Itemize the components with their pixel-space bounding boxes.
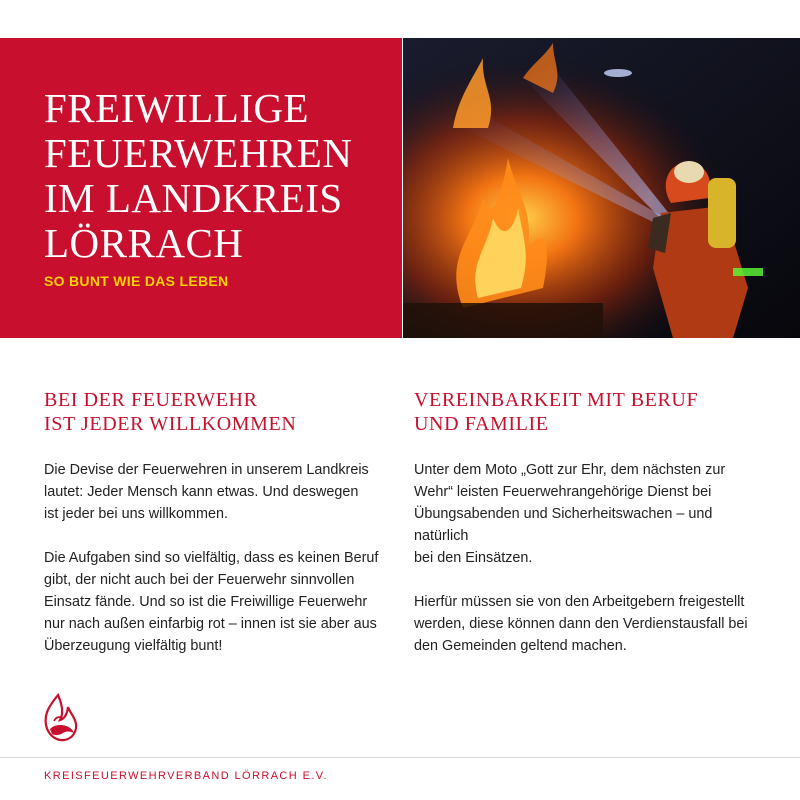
text-line: Wehr“ leisten Feuerwehrangehörige Dienst bei	[414, 484, 712, 500]
title-line: FEUERWEHREN	[44, 130, 353, 176]
page-title	[44, 86, 352, 266]
text-line: ist jeder bei uns willkommen.	[44, 506, 228, 522]
heading-line: VEREINBARKEIT MIT BERUF	[414, 389, 699, 411]
text-line: Übungsabenden und Sicherheitswachen – und natürlich	[414, 506, 713, 544]
title-line: FREIWILLIGE	[44, 85, 310, 131]
text-line: werden, diese können dann den Verdienstausfall bei	[414, 616, 748, 632]
text-line: Einsatz fände. Und so ist die Freiwillige Feuerwehr	[44, 594, 368, 610]
flame-lion-logo-icon	[40, 693, 80, 745]
welcome-section	[44, 388, 384, 657]
footer-divider	[0, 757, 800, 758]
text-line: Unter dem Moto „Gott zur Ehr, dem nächsten zur	[414, 462, 726, 478]
text-line: nur nach außen einfarbig rot – innen ist sie aber aus	[44, 616, 377, 632]
heading-line: UND FAMILIE	[414, 413, 549, 435]
text-line: Die Aufgaben sind so vielfältig, dass es keinen Beruf	[44, 550, 379, 566]
text-line: den Gemeinden geltend machen.	[414, 638, 627, 654]
heading-line: BEI DER FEUERWEHR	[44, 389, 258, 411]
text-line: lautet: Jeder Mensch kann etwas. Und deswegen	[44, 484, 359, 500]
text-line: gibt, der nicht auch bei der Feuerwehr sinnvollen	[44, 572, 355, 588]
paragraph	[414, 591, 754, 657]
paragraph	[414, 459, 754, 569]
career-family-section	[414, 388, 754, 657]
text-line: Überzeugung vielfältig bunt!	[44, 638, 223, 654]
text-line: Die Devise der Feuerwehren in unserem Landkreis	[44, 462, 369, 478]
title-line: LÖRRACH	[44, 220, 244, 266]
paragraph	[44, 459, 384, 525]
text-line: bei den Einsätzen.	[414, 550, 533, 566]
hero-banner	[0, 38, 800, 338]
title-panel	[0, 38, 402, 338]
title-line: IM LANDKREIS	[44, 175, 343, 221]
firefighter-photo	[403, 38, 800, 338]
section-heading	[44, 388, 384, 436]
section-heading	[414, 388, 754, 436]
tagline: SO BUNT WIE DAS LEBEN	[44, 273, 229, 289]
footer-organization: KREISFEUERWEHRVERBAND LÖRRACH E.V.	[44, 770, 328, 782]
paragraph	[44, 547, 384, 657]
text-line: Hierfür müssen sie von den Arbeitgebern freigestellt	[414, 594, 745, 610]
heading-line: IST JEDER WILLKOMMEN	[44, 413, 297, 435]
